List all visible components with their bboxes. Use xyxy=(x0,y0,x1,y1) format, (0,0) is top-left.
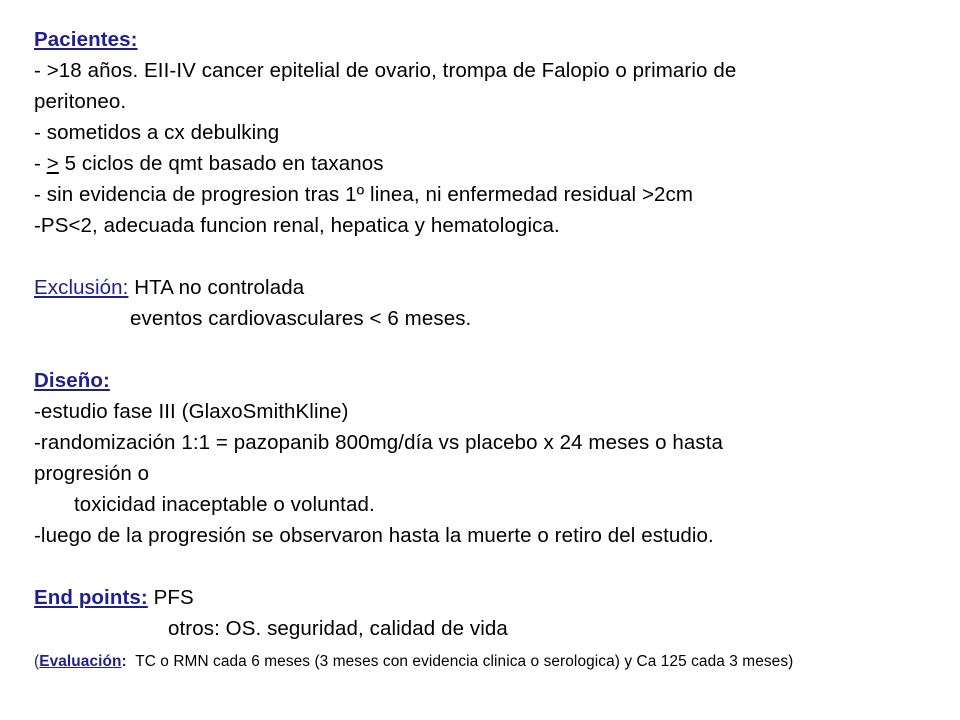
pacientes-heading-line xyxy=(34,24,938,55)
pacientes-line-1b: peritoneo. xyxy=(34,90,127,113)
exclusion-colon: : xyxy=(122,276,129,299)
evaluacion-heading: Evaluación xyxy=(39,653,122,670)
evaluacion-open-paren: ( xyxy=(34,653,40,670)
end-points-line-1 xyxy=(34,582,938,613)
end-points-item-1: PFS xyxy=(147,586,194,609)
pacientes-line-3 xyxy=(34,148,938,179)
exclusion-item-2: eventos cardiovasculares < 6 meses. xyxy=(130,307,472,330)
pacientes-line-4: - sin evidencia de progresion tras 1º linea, ni enfermedad residual >2cm xyxy=(34,183,694,206)
pacientes-heading: Pacientes: xyxy=(34,28,138,51)
evaluacion-text: TC o RMN cada 6 meses (3 meses con evidencia clinica o serologica) y Ca 125 cada 3 meses) xyxy=(126,653,794,670)
diseno-heading-line xyxy=(34,365,938,396)
exclusion-heading: Exclusión xyxy=(34,276,123,299)
evaluacion-note xyxy=(34,653,793,670)
diseno-line-4: -luego de la progresión se observaron hasta la muerte o retiro del estudio. xyxy=(34,524,714,547)
exclusion-line-1 xyxy=(34,272,938,303)
exclusion-item-1: HTA no controlada xyxy=(128,276,305,299)
spacer xyxy=(34,551,938,582)
diseno-line-3: toxicidad inaceptable o voluntad. xyxy=(74,493,375,516)
pacientes-line-1: - >18 años. EII-IV cancer epitelial de ovario, trompa de Falopio o primario de xyxy=(34,59,737,82)
spacer xyxy=(34,241,938,272)
diseno-line-2: -randomización 1:1 = pazopanib 800mg/día vs placebo x 24 meses o hasta xyxy=(34,431,724,454)
pacientes-line-5: -PS<2, adecuada funcion renal, hepatica y hematologica. xyxy=(34,214,560,237)
pacientes-line-3-rest: 5 ciclos de qmt basado en taxanos xyxy=(58,152,384,175)
diseno-line-2b: progresión o xyxy=(34,462,150,485)
pacientes-line-3-prefix: - xyxy=(34,152,47,175)
evaluacion-colon: : xyxy=(121,653,127,670)
diseno-line-1: -estudio fase III (GlaxoSmithKline) xyxy=(34,400,349,423)
end-points-heading: End points: xyxy=(34,586,148,609)
diseno-heading: Diseño: xyxy=(34,369,110,392)
pacientes-line-3-symbol: > xyxy=(46,152,59,175)
spacer xyxy=(34,334,938,365)
end-points-item-2: otros: OS. seguridad, calidad de vida xyxy=(168,617,508,640)
pacientes-line-2: - sometidos a cx debulking xyxy=(34,121,280,144)
slide-content xyxy=(34,24,938,675)
